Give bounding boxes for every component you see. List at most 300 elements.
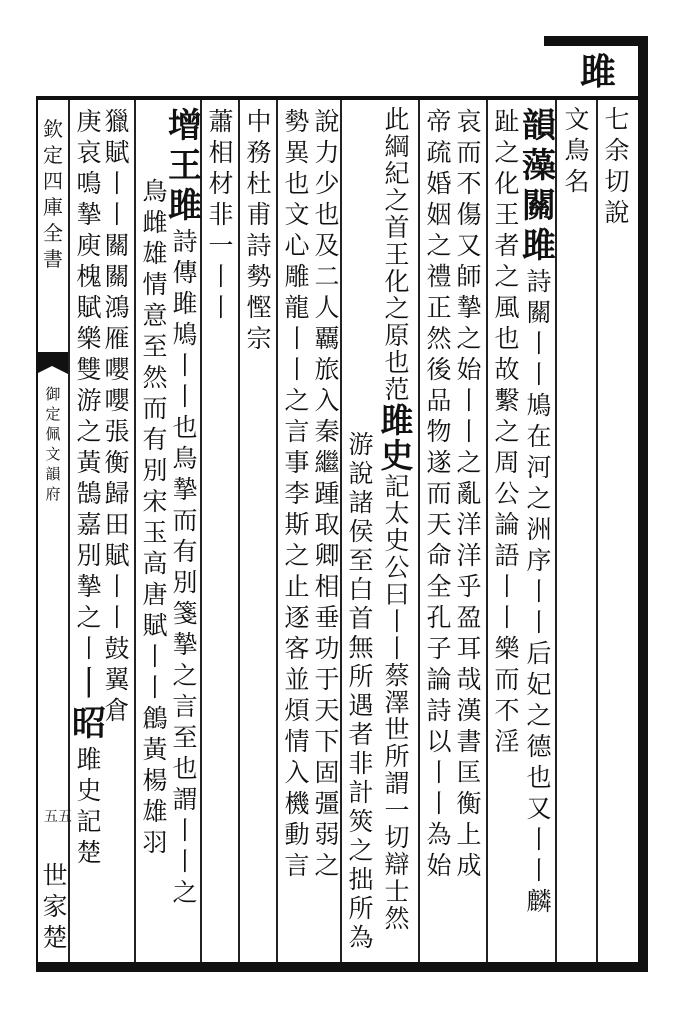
text-glyph: 雎	[380, 401, 414, 440]
text-glyph: 切	[604, 167, 630, 196]
text-glyph: 丨	[384, 607, 410, 636]
text-glyph: 關	[522, 186, 556, 226]
text-glyph: 德	[526, 732, 552, 761]
text-glyph: 洋	[456, 510, 482, 539]
text-glyph: 之	[314, 851, 340, 880]
text-glyph: 摯	[76, 572, 102, 601]
text-glyph: 丨	[104, 169, 130, 198]
text-glyph: 范	[384, 375, 410, 404]
text-glyph: 七	[604, 105, 630, 134]
text-glyph: 又	[456, 231, 482, 260]
text-glyph: 丨	[284, 324, 310, 353]
text-glyph: 楊	[142, 766, 168, 795]
text-glyph: 后	[526, 639, 552, 668]
text-glyph: 賦	[104, 541, 130, 570]
text-glyph: 記	[384, 472, 410, 501]
text-glyph: 亂	[456, 479, 482, 508]
text-glyph: 不	[456, 169, 482, 198]
text-column	[422, 106, 456, 881]
text-glyph: 然	[426, 324, 452, 353]
frame-bottom-border	[36, 962, 646, 972]
frame-right-border	[638, 40, 648, 972]
text-glyph: 弱	[314, 820, 340, 849]
text-glyph: 摯	[76, 200, 102, 229]
text-glyph: 也	[172, 413, 198, 442]
text-glyph: 故	[494, 355, 520, 384]
text-glyph: 鴻	[104, 293, 130, 322]
margin-glyph: 韻	[45, 465, 61, 483]
text-glyph: 丨	[104, 603, 130, 632]
text-glyph: 丨	[76, 634, 102, 663]
text-glyph: 趾	[494, 107, 520, 136]
text-glyph: 丨	[172, 847, 198, 876]
column-rule	[418, 100, 420, 962]
text-column	[310, 106, 344, 881]
text-glyph: 說	[348, 459, 374, 488]
text-glyph: 彊	[314, 789, 340, 818]
text-glyph: 世	[42, 861, 68, 890]
text-glyph: 並	[284, 665, 310, 694]
text-glyph: 之	[384, 186, 410, 215]
text-glyph: 品	[426, 386, 452, 415]
text-glyph: 全	[426, 572, 452, 601]
text-glyph: 鳥	[172, 444, 198, 473]
margin-glyph: 府	[45, 485, 61, 503]
text-glyph: 楚	[76, 838, 102, 867]
text-glyph: 乎	[456, 572, 482, 601]
text-glyph: 非	[348, 749, 374, 778]
text-glyph: 之	[76, 603, 102, 632]
text-glyph: 麟	[526, 887, 552, 916]
text-glyph: 也	[314, 200, 340, 229]
text-glyph: 李	[284, 479, 310, 508]
text-glyph: 取	[314, 510, 340, 539]
text-glyph: 為	[348, 923, 374, 952]
text-glyph: 相	[208, 138, 234, 167]
text-glyph: 心	[284, 231, 310, 260]
text-glyph: 羽	[142, 828, 168, 857]
text-glyph: 之	[384, 294, 410, 323]
text-glyph: 之	[456, 448, 482, 477]
text-glyph: 無	[348, 633, 374, 662]
text-glyph: 材	[208, 169, 234, 198]
text-glyph: 歸	[104, 479, 130, 508]
text-glyph: 世	[384, 715, 410, 744]
margin-glyph: 定	[45, 405, 61, 423]
text-glyph: 情	[284, 727, 310, 756]
text-glyph: 嚶	[104, 386, 130, 415]
text-glyph: 丨	[104, 200, 130, 229]
text-glyph: 功	[314, 634, 340, 663]
text-glyph: 高	[142, 549, 168, 578]
text-glyph: 丨	[494, 572, 520, 601]
text-column	[280, 106, 314, 881]
text-column	[560, 104, 594, 197]
text-glyph: 宗	[246, 324, 272, 353]
text-glyph: 蕭	[208, 107, 234, 136]
text-glyph: 史	[76, 776, 102, 805]
text-glyph: 之	[284, 541, 310, 570]
text-glyph: 士	[384, 877, 410, 906]
text-glyph: 甫	[246, 200, 272, 229]
text-glyph: 力	[314, 138, 340, 167]
text-glyph: 原	[384, 321, 410, 350]
margin-glyph: 欽	[43, 117, 63, 141]
text-glyph: 始	[456, 355, 482, 384]
text-glyph: 哀	[456, 107, 482, 136]
text-glyph: 及	[314, 231, 340, 260]
text-column	[204, 106, 238, 323]
text-glyph: 丨	[172, 382, 198, 411]
text-glyph: 丨	[142, 673, 168, 702]
text-glyph: 在	[526, 422, 552, 451]
text-glyph: 丨	[426, 789, 452, 818]
text-glyph: 論	[426, 665, 452, 694]
text-glyph: 嚶	[104, 355, 130, 384]
text-glyph: 天	[426, 510, 452, 539]
text-glyph: 所	[348, 662, 374, 691]
text-glyph: 帝	[426, 107, 452, 136]
fish-tail-mark-icon	[36, 352, 68, 376]
text-glyph: 以	[426, 727, 452, 756]
head-character: 雎	[579, 51, 616, 93]
text-glyph: 而	[426, 479, 452, 508]
text-glyph: 丨	[526, 329, 552, 358]
text-glyph: 玉	[142, 518, 168, 547]
text-glyph: 之	[456, 324, 482, 353]
text-glyph: 斯	[284, 510, 310, 539]
text-glyph: 關	[104, 231, 130, 260]
text-glyph: 意	[142, 301, 168, 330]
text-glyph: 說	[314, 107, 340, 136]
text-glyph: 事	[284, 448, 310, 477]
text-glyph: 公	[384, 553, 410, 582]
text-glyph: 辯	[384, 850, 410, 879]
text-glyph: 哀	[76, 138, 102, 167]
text-glyph: 丨	[104, 572, 130, 601]
text-glyph: 綱	[384, 132, 410, 161]
text-glyph: 紀	[384, 159, 410, 188]
margin-glyph: 佩	[45, 425, 61, 443]
text-glyph: 詩	[526, 267, 552, 296]
text-glyph: 妃	[526, 670, 552, 699]
text-glyph: 也	[494, 324, 520, 353]
text-glyph: 丨	[526, 360, 552, 389]
text-glyph: 也	[526, 763, 552, 792]
text-glyph: 于	[314, 665, 340, 694]
text-glyph: 此	[384, 105, 410, 134]
text-glyph: 至	[142, 332, 168, 361]
text-glyph: 雁	[104, 324, 130, 353]
text-glyph: 異	[284, 138, 310, 167]
text-glyph: 翼	[104, 665, 130, 694]
text-glyph: 首	[384, 213, 410, 242]
text-glyph: 箋	[172, 599, 198, 628]
text-glyph: 太	[384, 499, 410, 528]
column-rule	[596, 100, 598, 962]
text-glyph: 慳	[246, 293, 272, 322]
text-glyph: 秦	[314, 417, 340, 446]
text-glyph: 勢	[284, 107, 310, 136]
text-glyph: 之	[172, 878, 198, 907]
text-glyph: 之	[172, 661, 198, 690]
text-glyph: 一	[384, 796, 410, 825]
text-glyph: 化	[494, 169, 520, 198]
text-glyph: 有	[142, 425, 168, 454]
text-glyph: 摯	[456, 293, 482, 322]
text-column	[522, 106, 556, 917]
text-glyph: 論	[494, 510, 520, 539]
text-glyph: 鼓	[104, 634, 130, 663]
text-glyph: 張	[104, 417, 130, 446]
text-glyph: 首	[348, 604, 374, 633]
text-glyph: 說	[604, 198, 630, 227]
margin-glyph: 文	[45, 445, 61, 463]
text-glyph: 命	[426, 541, 452, 570]
text-glyph: 丨	[72, 664, 106, 704]
text-glyph: 雎	[522, 226, 556, 266]
text-glyph: 侯	[348, 517, 374, 546]
text-glyph: 丨	[526, 608, 552, 637]
text-glyph: 入	[314, 386, 340, 415]
text-glyph: 也	[284, 169, 310, 198]
book-subtitle	[38, 384, 68, 504]
text-glyph: 周	[494, 448, 520, 477]
text-glyph: 之	[348, 836, 374, 865]
text-glyph: 黃	[76, 448, 102, 477]
text-glyph: 盈	[456, 603, 482, 632]
text-glyph: 增	[168, 106, 202, 146]
text-glyph: 丨	[384, 634, 410, 663]
text-glyph: 洲	[526, 515, 552, 544]
text-glyph: 之	[426, 231, 452, 260]
text-glyph: 遂	[426, 448, 452, 477]
text-glyph: 入	[284, 758, 310, 787]
text-glyph: 游	[348, 430, 374, 459]
text-glyph: 言	[284, 417, 310, 446]
text-glyph: 游	[76, 386, 102, 415]
text-glyph: 情	[142, 270, 168, 299]
text-glyph: 槐	[76, 262, 102, 291]
text-glyph: 家	[42, 892, 68, 921]
margin-glyph: 定	[43, 143, 63, 167]
margin-glyph: 全	[43, 221, 63, 245]
text-glyph: 也	[172, 754, 198, 783]
text-glyph: 匡	[456, 758, 482, 787]
text-glyph: 曰	[384, 580, 410, 609]
text-glyph: 之	[76, 417, 102, 446]
column-rule	[276, 100, 278, 962]
text-glyph: 下	[314, 727, 340, 756]
text-glyph: 黃	[142, 735, 168, 764]
text-glyph: 王	[168, 146, 202, 186]
text-column	[138, 176, 172, 858]
text-glyph: 丨	[426, 758, 452, 787]
text-glyph: 務	[246, 138, 272, 167]
text-glyph: 雎	[172, 289, 198, 318]
text-glyph: 姻	[426, 200, 452, 229]
text-glyph: 中	[246, 107, 272, 136]
text-glyph: 鳥	[142, 177, 168, 206]
text-glyph: 雄	[142, 239, 168, 268]
text-glyph: 詩	[172, 227, 198, 256]
text-glyph: 賦	[142, 611, 168, 640]
text-glyph: 煩	[284, 696, 310, 725]
text-glyph: 澤	[384, 688, 410, 717]
text-glyph: 機	[284, 789, 310, 818]
text-glyph: 一	[208, 231, 234, 260]
text-glyph: 文	[284, 200, 310, 229]
text-glyph: 逐	[284, 603, 310, 632]
text-glyph: 物	[426, 417, 452, 446]
text-column	[242, 106, 276, 354]
margin-glyph: 書	[43, 247, 63, 271]
text-glyph: 丨	[526, 825, 552, 854]
text-glyph: 然	[142, 363, 168, 392]
text-glyph: 衡	[456, 789, 482, 818]
text-column	[344, 430, 378, 952]
text-glyph: 孔	[426, 603, 452, 632]
text-glyph: 止	[284, 572, 310, 601]
text-glyph: 獵	[104, 107, 130, 136]
text-glyph: 白	[348, 575, 374, 604]
text-glyph: 唐	[142, 580, 168, 609]
text-glyph: 始	[426, 851, 452, 880]
text-glyph: 諸	[348, 488, 374, 517]
text-glyph: 河	[526, 453, 552, 482]
text-glyph: 丨	[172, 816, 198, 845]
text-glyph: 少	[314, 169, 340, 198]
text-column	[168, 106, 202, 908]
text-glyph: 丨	[284, 355, 310, 384]
text-glyph: 王	[494, 200, 520, 229]
text-glyph: 相	[314, 572, 340, 601]
text-glyph: 之	[526, 484, 552, 513]
text-glyph: 雄	[142, 797, 168, 826]
text-glyph: 雌	[142, 208, 168, 237]
text-glyph: 禮	[426, 262, 452, 291]
text-glyph: 固	[314, 758, 340, 787]
text-glyph: 人	[314, 293, 340, 322]
text-glyph: 樂	[76, 324, 102, 353]
text-glyph: 傳	[172, 258, 198, 287]
text-glyph: 丨	[494, 603, 520, 632]
book-title	[38, 116, 68, 272]
text-glyph: 也	[384, 348, 410, 377]
text-glyph: 繼	[314, 448, 340, 477]
text-glyph: 有	[172, 537, 198, 566]
text-glyph: 鵠	[76, 479, 102, 508]
text-glyph: 師	[456, 262, 482, 291]
text-glyph: 遇	[348, 691, 374, 720]
text-glyph: 別	[76, 541, 102, 570]
frame-top-right-bar	[544, 36, 648, 46]
text-glyph: 樂	[494, 634, 520, 663]
text-glyph: 婚	[426, 169, 452, 198]
text-glyph: 而	[172, 506, 198, 535]
text-glyph: 王	[384, 240, 410, 269]
text-glyph: 耳	[456, 634, 482, 663]
text-glyph: 雎	[168, 186, 202, 226]
text-glyph: 衡	[104, 448, 130, 477]
text-glyph: 動	[284, 820, 310, 849]
text-glyph: 又	[526, 794, 552, 823]
text-glyph: 詩	[426, 696, 452, 725]
text-glyph: 書	[456, 727, 482, 756]
text-glyph: 名	[564, 167, 590, 196]
text-glyph: 鶬	[142, 704, 168, 733]
text-glyph: 繫	[494, 386, 520, 415]
text-column	[600, 104, 634, 228]
text-glyph: 正	[426, 293, 452, 322]
text-glyph: 余	[604, 136, 630, 165]
text-glyph: 筴	[348, 807, 374, 836]
text-glyph: 史	[384, 526, 410, 555]
text-glyph: 語	[494, 541, 520, 570]
text-glyph: 天	[314, 696, 340, 725]
text-glyph: 者	[348, 720, 374, 749]
text-glyph: 丨	[526, 856, 552, 885]
text-glyph: 賦	[76, 293, 102, 322]
text-glyph: 別	[172, 568, 198, 597]
text-glyph: 丨	[456, 417, 482, 446]
text-glyph: 風	[494, 293, 520, 322]
text-glyph: 公	[494, 479, 520, 508]
text-glyph: 序	[526, 546, 552, 575]
text-glyph: 之	[494, 138, 520, 167]
text-glyph: 藻	[522, 146, 556, 186]
text-glyph: 不	[494, 696, 520, 725]
text-glyph: 然	[384, 904, 410, 933]
text-glyph: 昭	[72, 704, 106, 744]
text-glyph: 別	[142, 456, 168, 485]
text-glyph: 後	[426, 355, 452, 384]
text-glyph: 丨	[208, 293, 234, 322]
text-glyph: 而	[456, 138, 482, 167]
text-glyph: 傷	[456, 200, 482, 229]
text-glyph: 言	[284, 851, 310, 880]
text-glyph: 丨	[142, 642, 168, 671]
frame-top-rule	[36, 96, 640, 100]
text-column	[380, 106, 414, 932]
margin-glyph: 御	[45, 385, 61, 403]
text-glyph: 成	[456, 851, 482, 880]
text-glyph: 庚	[76, 107, 102, 136]
text-glyph: 鳴	[76, 169, 102, 198]
text-glyph: 切	[384, 823, 410, 852]
text-glyph: 淫	[494, 727, 520, 756]
text-glyph: 龍	[284, 293, 310, 322]
margin-glyph: 庫	[43, 195, 63, 219]
column-rule	[238, 100, 240, 962]
text-column	[72, 106, 106, 868]
text-glyph: 至	[348, 546, 374, 575]
text-glyph: 疏	[426, 138, 452, 167]
text-glyph: 哉	[456, 665, 482, 694]
text-glyph: 所	[384, 742, 410, 771]
text-glyph: 之	[494, 262, 520, 291]
text-glyph: 摯	[172, 475, 198, 504]
column-rule	[134, 100, 136, 962]
text-glyph: 上	[456, 820, 482, 849]
text-glyph: 旅	[314, 355, 340, 384]
margin-rule	[68, 100, 70, 962]
text-glyph: 之	[526, 701, 552, 730]
text-column	[452, 106, 486, 881]
text-glyph: 非	[208, 200, 234, 229]
text-glyph: 賦	[104, 138, 130, 167]
text-column	[490, 106, 524, 757]
